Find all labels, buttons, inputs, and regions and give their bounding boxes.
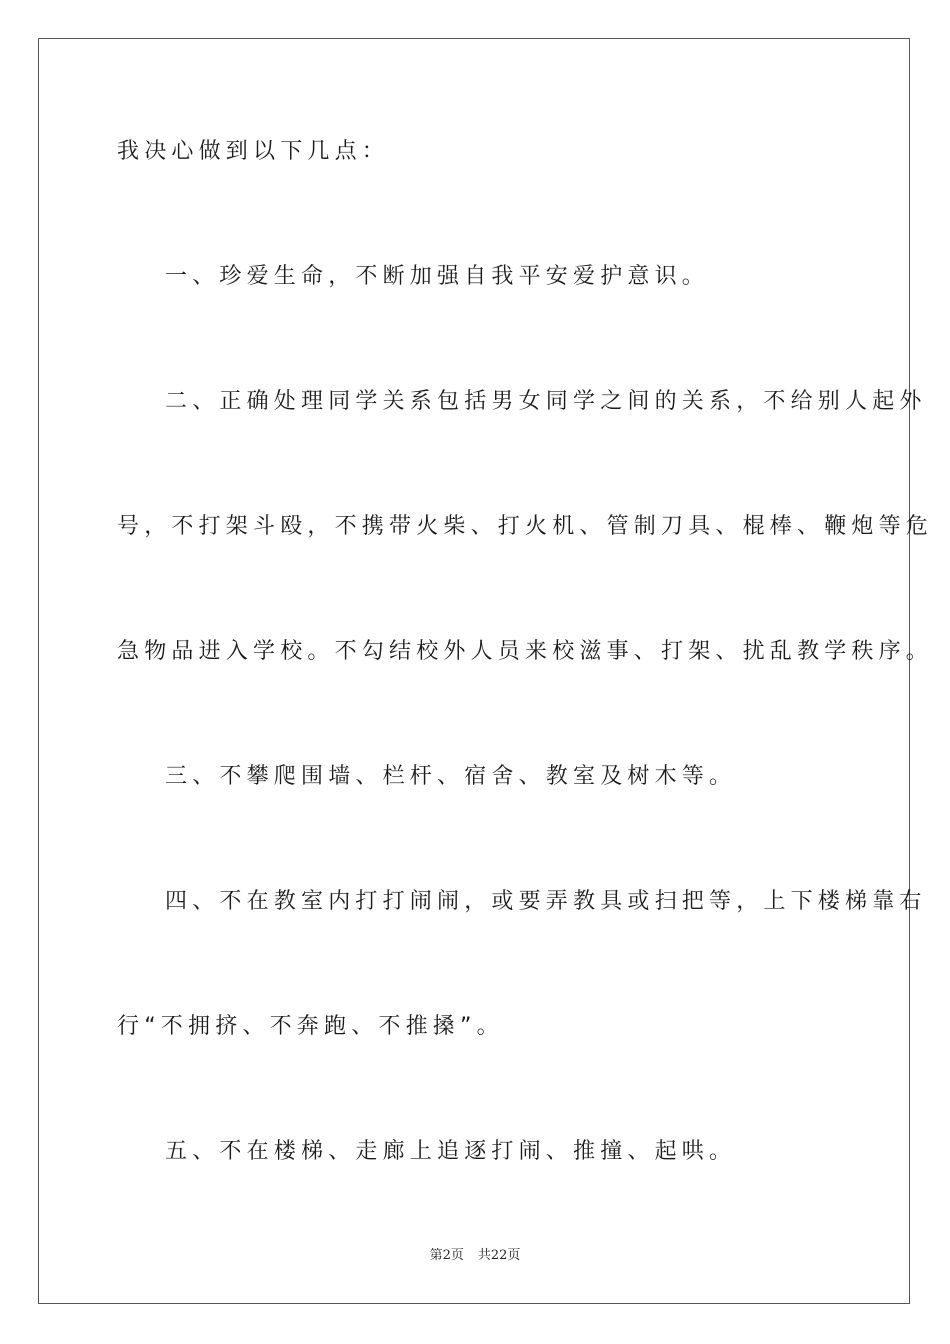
paragraph-point-4-line-1: 四、不在教室内打打闹闹，或要弄教具或扫把等，上下楼梯靠右	[165, 889, 927, 914]
page-footer	[0, 1246, 950, 1266]
paragraph-point-2-line-2: 号，不打架斗殴，不携带火柴、打火机、管制刀具、棍棒、鞭炮等危	[117, 514, 934, 539]
page-total: 共22页	[477, 1248, 521, 1263]
paragraph-point-5: 五、不在楼梯、走廊上追逐打闹、推撞、起哄。	[165, 1139, 737, 1164]
paragraph-intro: 我决心做到以下几点：	[117, 139, 390, 164]
paragraph-point-2-line-1: 二、正确处理同学关系包括男女同学之间的关系，不给别人起外	[165, 389, 927, 414]
paragraph-point-4-line-2: 行“不拥挤、不奔跑、不推搡”。	[117, 1014, 504, 1039]
paragraph-point-2-line-3: 急物品进入学校。不勾结校外人员来校滋事、打架、扰乱教学秩序。	[117, 639, 934, 664]
page-number: 第2页	[429, 1248, 464, 1263]
paragraph-point-1: 一、珍爱生命，不断加强自我平安爱护意识。	[165, 264, 710, 289]
paragraph-point-3: 三、不攀爬围墙、栏杆、宿舍、教室及树木等。	[165, 764, 737, 789]
page-border	[38, 38, 910, 1304]
